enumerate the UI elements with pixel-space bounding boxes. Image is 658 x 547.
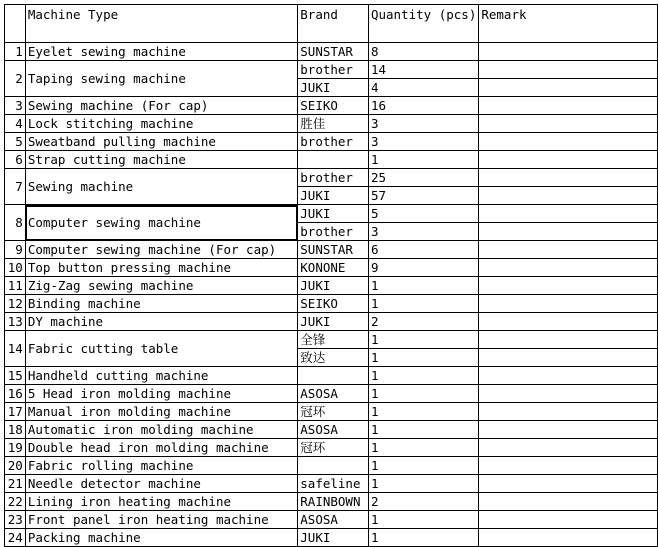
remark-cell[interactable] bbox=[479, 259, 658, 277]
remark-cell[interactable] bbox=[479, 457, 658, 475]
machine-type-cell[interactable]: Manual iron molding machine bbox=[25, 403, 297, 421]
header-row bbox=[5, 5, 658, 43]
remark-cell[interactable] bbox=[479, 187, 658, 205]
quantity-cell[interactable]: 1 bbox=[368, 403, 478, 421]
brand-cell[interactable]: SEIKO bbox=[298, 295, 369, 313]
brand-cell[interactable]: JUKI bbox=[298, 313, 369, 331]
table-row bbox=[5, 403, 658, 421]
row-number-cell[interactable]: 5 bbox=[5, 133, 26, 151]
remark-cell[interactable] bbox=[479, 295, 658, 313]
remark-cell[interactable] bbox=[479, 205, 658, 223]
table-row bbox=[5, 421, 658, 439]
remark-cell[interactable] bbox=[479, 151, 658, 169]
machine-type-cell[interactable]: Top button pressing machine bbox=[25, 259, 297, 277]
machine-type-cell[interactable]: Taping sewing machine bbox=[25, 61, 297, 97]
row-number-cell[interactable]: 18 bbox=[5, 421, 26, 439]
brand-cell[interactable]: brother bbox=[298, 223, 369, 241]
brand-cell[interactable] bbox=[298, 367, 369, 385]
brand-cell[interactable]: brother bbox=[298, 169, 369, 187]
remark-cell[interactable] bbox=[479, 421, 658, 439]
table-row bbox=[5, 331, 658, 349]
brand-cell[interactable]: safeline bbox=[298, 475, 369, 493]
quantity-cell[interactable]: 8 bbox=[368, 43, 478, 61]
machine-type-cell[interactable]: DY machine bbox=[25, 313, 297, 331]
machine-type-cell[interactable]: 5 Head iron molding machine bbox=[25, 385, 297, 403]
machine-type-cell[interactable]: Handheld cutting machine bbox=[25, 367, 297, 385]
table-row bbox=[5, 169, 658, 187]
row-number-cell[interactable]: 12 bbox=[5, 295, 26, 313]
row-number-cell[interactable]: 17 bbox=[5, 403, 26, 421]
table-row bbox=[5, 133, 658, 151]
remark-cell[interactable] bbox=[479, 493, 658, 511]
quantity-cell[interactable]: 1 bbox=[368, 295, 478, 313]
table-row bbox=[5, 97, 658, 115]
brand-cell[interactable]: 冠环 bbox=[298, 439, 369, 457]
quantity-cell[interactable]: 2 bbox=[368, 493, 478, 511]
row-number-cell[interactable]: 15 bbox=[5, 367, 26, 385]
table-row bbox=[5, 295, 658, 313]
table-row bbox=[5, 529, 658, 547]
machine-type-cell[interactable]: Double head iron molding machine bbox=[25, 439, 297, 457]
brand-cell[interactable]: 胜佳 bbox=[298, 115, 369, 133]
remark-cell[interactable] bbox=[479, 331, 658, 349]
table-row bbox=[5, 205, 658, 223]
remark-cell[interactable] bbox=[479, 169, 658, 187]
row-number-cell[interactable]: 16 bbox=[5, 385, 26, 403]
remark-cell[interactable] bbox=[479, 475, 658, 493]
row-number-cell[interactable]: 9 bbox=[5, 241, 26, 259]
machine-type-cell[interactable]: Packing machine bbox=[25, 529, 297, 547]
table-row bbox=[5, 313, 658, 331]
table-row bbox=[5, 241, 658, 259]
quantity-cell[interactable]: 57 bbox=[368, 187, 478, 205]
brand-cell[interactable]: 致达 bbox=[298, 349, 369, 367]
remark-cell[interactable] bbox=[479, 61, 658, 79]
remark-cell[interactable] bbox=[479, 529, 658, 547]
row-number-cell[interactable]: 11 bbox=[5, 277, 26, 295]
brand-cell[interactable]: JUKI bbox=[298, 529, 369, 547]
machine-type-cell[interactable]: Sewing machine (For cap) bbox=[25, 97, 297, 115]
row-number-cell[interactable]: 2 bbox=[5, 61, 26, 97]
quantity-cell[interactable]: 2 bbox=[368, 313, 478, 331]
table-row bbox=[5, 277, 658, 295]
brand-cell[interactable]: SUNSTAR bbox=[298, 43, 369, 61]
brand-cell[interactable]: ASOSA bbox=[298, 421, 369, 439]
quantity-cell[interactable]: 3 bbox=[368, 223, 478, 241]
machine-type-cell[interactable]: Binding machine bbox=[25, 295, 297, 313]
header-brand-cell[interactable]: Brand bbox=[298, 5, 369, 43]
machine-type-cell[interactable]: Lock stitching machine bbox=[25, 115, 297, 133]
brand-cell[interactable]: brother bbox=[298, 61, 369, 79]
row-number-cell[interactable]: 7 bbox=[5, 169, 26, 205]
brand-cell[interactable]: JUKI bbox=[298, 277, 369, 295]
remark-cell[interactable] bbox=[479, 241, 658, 259]
brand-cell[interactable]: KONONE bbox=[298, 259, 369, 277]
quantity-cell[interactable]: 6 bbox=[368, 241, 478, 259]
quantity-cell[interactable]: 1 bbox=[368, 511, 478, 529]
quantity-cell[interactable]: 1 bbox=[368, 151, 478, 169]
remark-cell[interactable] bbox=[479, 97, 658, 115]
quantity-cell[interactable]: 1 bbox=[368, 529, 478, 547]
machine-type-cell[interactable]: Computer sewing machine (For cap) bbox=[25, 241, 297, 259]
table-row bbox=[5, 493, 658, 511]
table-row bbox=[5, 439, 658, 457]
row-number-cell[interactable]: 3 bbox=[5, 97, 26, 115]
row-number-cell[interactable]: 24 bbox=[5, 529, 26, 547]
brand-cell[interactable]: RAINBOWN bbox=[298, 493, 369, 511]
remark-cell[interactable] bbox=[479, 43, 658, 61]
remark-cell[interactable] bbox=[479, 115, 658, 133]
machine-type-cell[interactable]: Lining iron heating machine bbox=[25, 493, 297, 511]
machine-type-cell[interactable]: Fabric cutting table bbox=[25, 331, 297, 367]
row-number-cell[interactable]: 19 bbox=[5, 439, 26, 457]
quantity-cell[interactable]: 1 bbox=[368, 367, 478, 385]
remark-cell[interactable] bbox=[479, 223, 658, 241]
brand-cell[interactable]: 全锋 bbox=[298, 331, 369, 349]
quantity-cell[interactable]: 1 bbox=[368, 457, 478, 475]
quantity-cell[interactable]: 1 bbox=[368, 475, 478, 493]
header-no-cell[interactable] bbox=[5, 5, 26, 43]
quantity-cell[interactable]: 1 bbox=[368, 439, 478, 457]
machine-type-cell[interactable]: Sewing machine bbox=[25, 169, 297, 205]
row-number-cell[interactable]: 20 bbox=[5, 457, 26, 475]
machine-type-cell[interactable]: Needle detector machine bbox=[25, 475, 297, 493]
quantity-cell[interactable]: 16 bbox=[368, 97, 478, 115]
quantity-cell[interactable]: 25 bbox=[368, 169, 478, 187]
brand-cell[interactable]: 冠环 bbox=[298, 403, 369, 421]
remark-cell[interactable] bbox=[479, 403, 658, 421]
table-row bbox=[5, 475, 658, 493]
brand-cell[interactable]: ASOSA bbox=[298, 385, 369, 403]
machine-type-cell[interactable]: Fabric rolling machine bbox=[25, 457, 297, 475]
row-number-cell[interactable]: 13 bbox=[5, 313, 26, 331]
quantity-cell[interactable]: 1 bbox=[368, 277, 478, 295]
table-row bbox=[5, 61, 658, 79]
machine-type-cell[interactable]: Automatic iron molding machine bbox=[25, 421, 297, 439]
remark-cell[interactable] bbox=[479, 349, 658, 367]
quantity-cell[interactable]: 14 bbox=[368, 61, 478, 79]
row-number-cell[interactable]: 14 bbox=[5, 331, 26, 367]
row-number-cell[interactable]: 23 bbox=[5, 511, 26, 529]
table-row bbox=[5, 259, 658, 277]
quantity-cell[interactable]: 4 bbox=[368, 79, 478, 97]
table-row bbox=[5, 115, 658, 133]
table-row bbox=[5, 151, 658, 169]
machine-type-cell[interactable]: Eyelet sewing machine bbox=[25, 43, 297, 61]
remark-cell[interactable] bbox=[479, 79, 658, 97]
quantity-cell[interactable]: 1 bbox=[368, 349, 478, 367]
remark-cell[interactable] bbox=[479, 277, 658, 295]
brand-cell[interactable]: JUKI bbox=[298, 187, 369, 205]
row-number-cell[interactable]: 22 bbox=[5, 493, 26, 511]
quantity-cell[interactable]: 5 bbox=[368, 205, 478, 223]
header-remark-cell[interactable]: Remark bbox=[479, 5, 658, 43]
quantity-cell[interactable]: 3 bbox=[368, 133, 478, 151]
quantity-cell[interactable]: 1 bbox=[368, 331, 478, 349]
quantity-cell[interactable]: 3 bbox=[368, 115, 478, 133]
header-quantity-cell[interactable]: Quantity (pcs) bbox=[368, 5, 478, 43]
row-number-cell[interactable]: 6 bbox=[5, 151, 26, 169]
row-number-cell[interactable]: 10 bbox=[5, 259, 26, 277]
machine-table bbox=[4, 4, 658, 547]
quantity-cell[interactable]: 9 bbox=[368, 259, 478, 277]
remark-cell[interactable] bbox=[479, 511, 658, 529]
brand-cell[interactable]: brother bbox=[298, 133, 369, 151]
header-machine-type-cell[interactable]: Machine Type bbox=[25, 5, 297, 43]
row-number-cell[interactable]: 21 bbox=[5, 475, 26, 493]
brand-cell[interactable] bbox=[298, 151, 369, 169]
brand-cell[interactable]: ASOSA bbox=[298, 511, 369, 529]
machine-type-cell[interactable]: Zig-Zag sewing machine bbox=[25, 277, 297, 295]
row-number-cell[interactable]: 8 bbox=[5, 205, 26, 241]
remark-cell[interactable] bbox=[479, 367, 658, 385]
quantity-cell[interactable]: 1 bbox=[368, 421, 478, 439]
machine-type-cell[interactable]: Sweatband pulling machine bbox=[25, 133, 297, 151]
table-row bbox=[5, 367, 658, 385]
quantity-cell[interactable]: 1 bbox=[368, 385, 478, 403]
table-row bbox=[5, 457, 658, 475]
table-row bbox=[5, 385, 658, 403]
machine-type-cell[interactable]: Front panel iron heating machine bbox=[25, 511, 297, 529]
brand-cell[interactable]: JUKI bbox=[298, 205, 369, 223]
brand-cell[interactable]: JUKI bbox=[298, 79, 369, 97]
remark-cell[interactable] bbox=[479, 313, 658, 331]
machine-type-cell[interactable]: Strap cutting machine bbox=[25, 151, 297, 169]
remark-cell[interactable] bbox=[479, 385, 658, 403]
brand-cell[interactable]: SUNSTAR bbox=[298, 241, 369, 259]
row-number-cell[interactable]: 4 bbox=[5, 115, 26, 133]
remark-cell[interactable] bbox=[479, 133, 658, 151]
brand-cell[interactable]: SEIKO bbox=[298, 97, 369, 115]
remark-cell[interactable] bbox=[479, 439, 658, 457]
brand-cell[interactable] bbox=[298, 457, 369, 475]
row-number-cell[interactable]: 1 bbox=[5, 43, 26, 61]
table-row bbox=[5, 511, 658, 529]
table-row bbox=[5, 43, 658, 61]
machine-type-cell-selected[interactable]: Computer sewing machine bbox=[25, 205, 297, 241]
